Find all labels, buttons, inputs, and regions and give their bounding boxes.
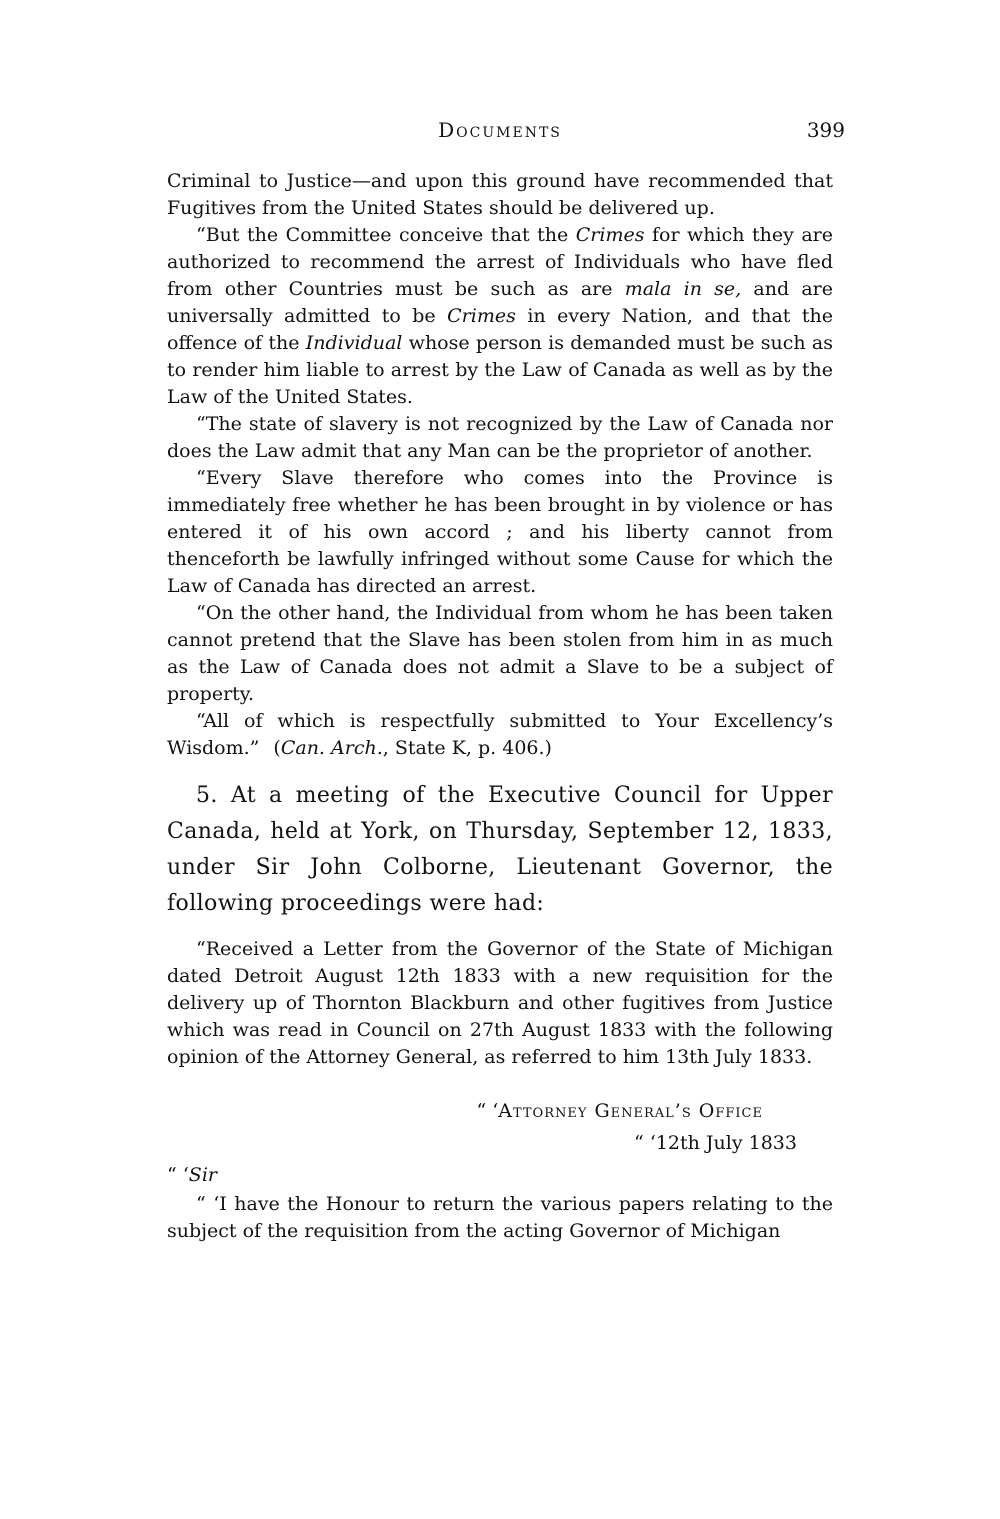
letterhead-office-quotes: “ ‘: [476, 1100, 499, 1122]
run: and are universally admitted to be: [167, 278, 833, 327]
citation-open-paren: (: [273, 737, 281, 759]
paragraph-received-letter-text: “Received a Letter from the Governor of the State of Michigan dated Detroit August 12th 1833 with a new requisition for the delivery up of Thornton Blackburn and other fugitives from Justice which was read in Council on 27th August 1833 with the following opinion of the Attorney General, as referred to him 13th July 1833.: [167, 938, 833, 1068]
paragraph-received-letter: [167, 936, 833, 1071]
paragraph-slavery-state: [167, 411, 833, 465]
citation-source-italic: Can. Arch.: [280, 737, 383, 759]
paragraph-criminal: [167, 168, 833, 222]
page-title: Documents: [438, 118, 562, 142]
letterhead-salutation-quotes: “ ‘: [167, 1164, 189, 1186]
paragraph-committee: [167, 222, 833, 411]
citation-reference: , State K, p. 406.): [382, 737, 552, 759]
letterhead-date-line: [167, 1127, 833, 1159]
letterhead-salutation-text: Sir: [188, 1164, 217, 1186]
run: “All of which is respectfully submitted to Your Excellency’s Wisdom.”: [167, 710, 833, 759]
paragraph-honour-text: “ ‘I have the Honour to return the various papers relating to the subject of the requisition from the acting Governor of Michigan: [167, 1193, 833, 1242]
letterhead-date-text: “ ‘12th July 1833: [634, 1132, 797, 1154]
run-italic-individual: Individual: [305, 332, 403, 354]
run-italic-crimes: Crimes: [447, 305, 516, 327]
paragraph-section-5: [167, 778, 833, 922]
run: in every Nation, and that the offence of the: [167, 305, 833, 354]
run: for which they are authorized to recommend the arrest of Individuals who have fled from other Countries must be such as are: [167, 224, 833, 300]
paragraph-honour: [167, 1191, 833, 1245]
run-italic-mala-in-se: mala in se,: [624, 278, 742, 300]
paragraph-section-5-text: 5. At a meeting of the Executive Council for Upper Canada, held at York, on Thursday, September 12, 1833, under Sir John Colborne, Lieutenant Governor, the following proceedings were had:: [167, 783, 833, 916]
letterhead-office-text: Attorney General’s Office: [498, 1100, 763, 1122]
paragraph-slavery-state-text: “The state of slavery is not recognized by the Law of Canada nor does the Law admit that any Man can be the proprietor of another.: [167, 413, 833, 462]
paragraph-other-hand: [167, 600, 833, 708]
running-head: [167, 118, 845, 144]
paragraph-criminal-text: Criminal to Justice—and upon this ground have recommended that Fugitives from the United States should be delivered up.: [167, 170, 833, 219]
paragraph-submitted: [167, 708, 833, 762]
run: whose person is demanded must be such as to render him liable to arrest by the Law of Canada as well as by the Law of the United States.: [167, 332, 833, 408]
run: “But the Committee conceive that the: [196, 224, 576, 246]
paragraph-every-slave-text: “Every Slave therefore who comes into the Province is immediately free whether he has been brought in by violence or has entered it of his own accord ; and his liberty cannot from thenceforth be lawfully infringed without some Cause for which the Law of Canada has directed an arrest.: [167, 467, 833, 597]
letterhead-office-line: [167, 1095, 833, 1127]
paragraph-other-hand-text: “On the other hand, the Individual from whom he has been taken cannot pretend that the Slave has been stolen from him in as much as the Law of Canada does not admit a Slave to be a subject of property.: [167, 602, 833, 705]
letterhead-salutation-line: [167, 1159, 833, 1191]
paragraph-every-slave: [167, 465, 833, 600]
run-italic-crimes: Crimes: [575, 224, 645, 246]
page-number: 399: [806, 118, 845, 142]
letter-heading: [167, 1095, 833, 1191]
